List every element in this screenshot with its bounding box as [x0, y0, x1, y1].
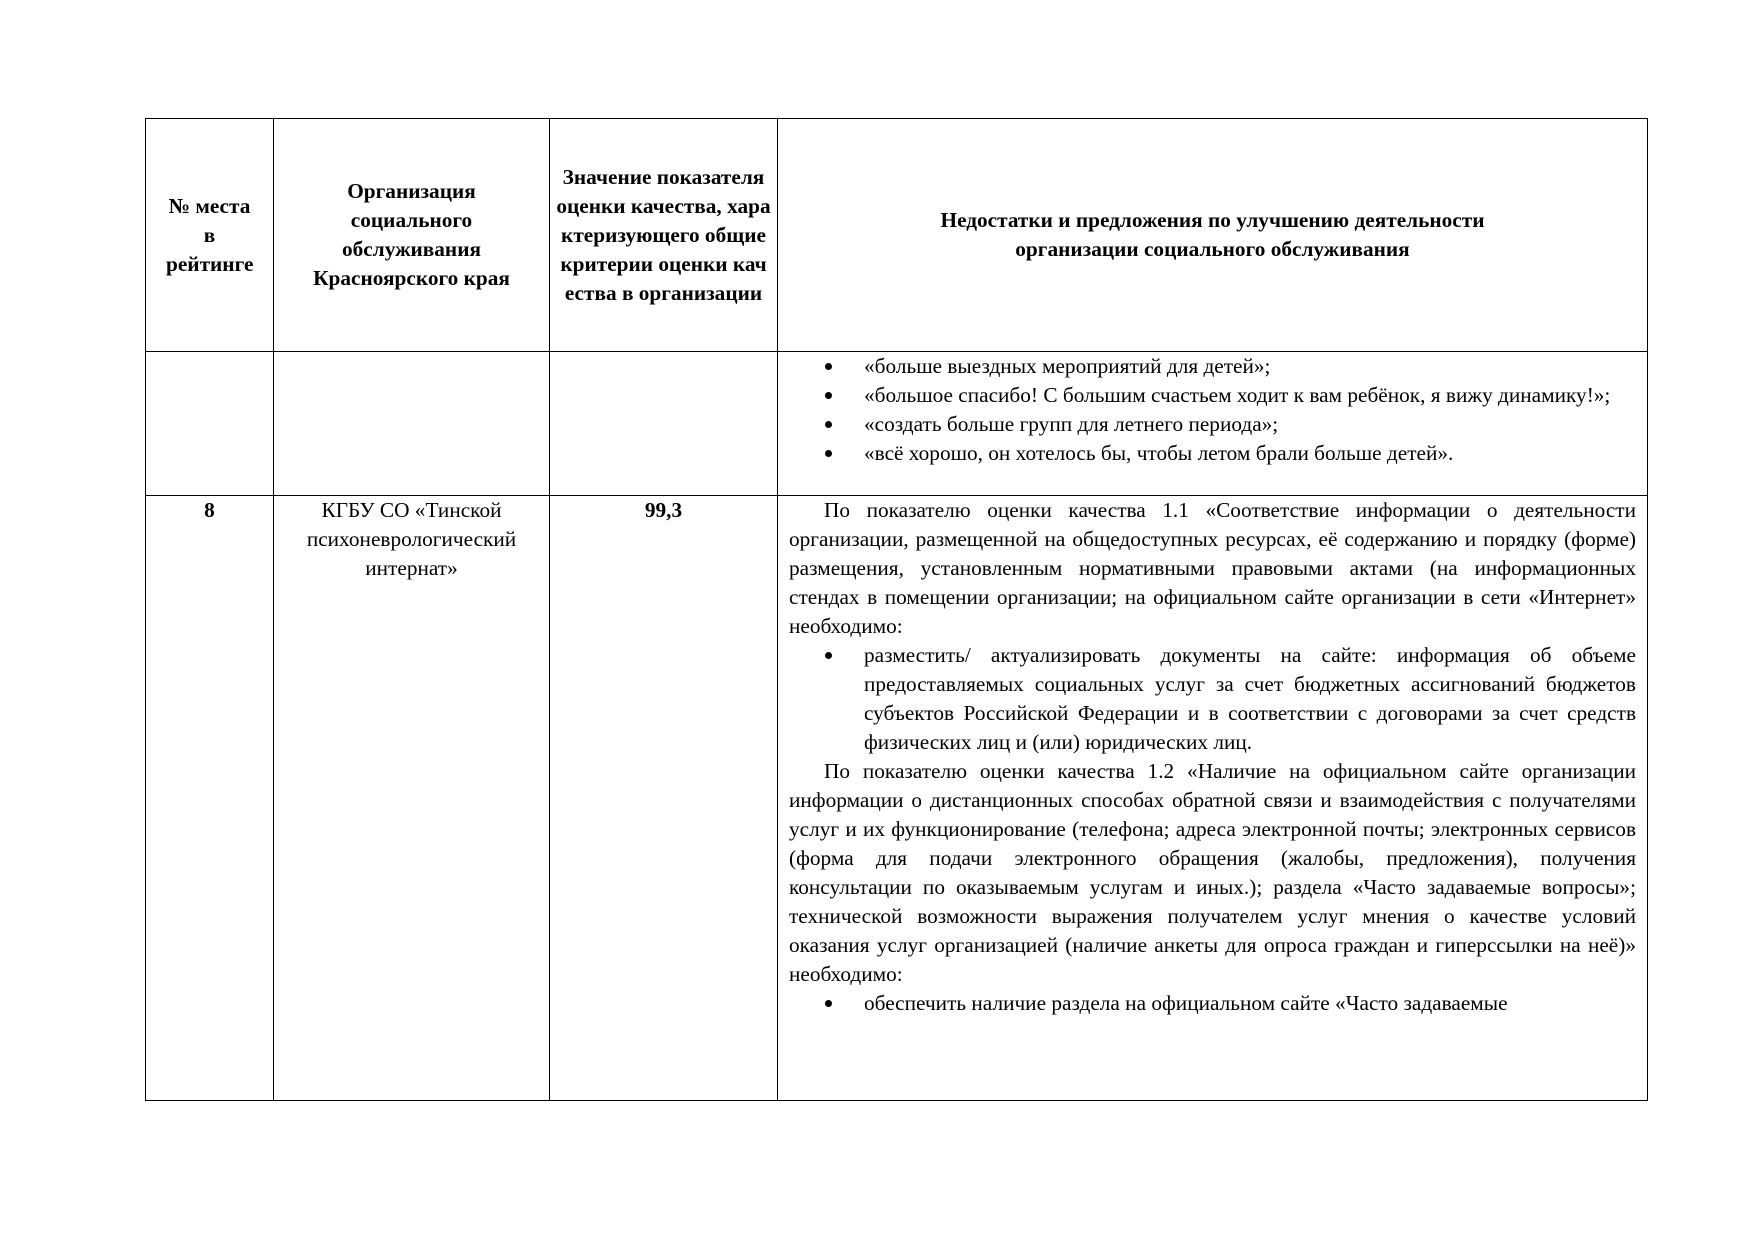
- cell-value-empty: [550, 352, 778, 496]
- cell-shortcomings: [778, 496, 1648, 1101]
- table-row-8: [146, 496, 1648, 1101]
- header-shortcomings: [778, 119, 1648, 352]
- list-item: «всё хорошо, он хотелось бы, чтобы летом брали больше детей».: [864, 439, 1636, 468]
- cell-place-empty: [146, 352, 274, 496]
- table-row-continued: [146, 352, 1648, 496]
- shortcomings-content: [789, 496, 1636, 1100]
- header-organization: [274, 119, 550, 352]
- list-item: «большое спасибо! С большим счастьем ходит к вам ребёнок, я вижу динамику!»;: [864, 381, 1636, 410]
- header-place: [146, 119, 274, 352]
- list-item: «больше выездных мероприятий для детей»;: [864, 352, 1636, 381]
- header-organization-text: Организация социального обслуживания Красноярского края: [313, 179, 510, 290]
- continued-bullet-list: [789, 352, 1636, 468]
- cell-place: 8: [146, 496, 274, 1101]
- paragraph-indicator-1-2: По показателю оценки качества 1.2 «Наличие на официальном сайте организации информации о дистанционных способах обратной связи и взаимодействия с получателями услуг и их функционирование (телефона; адреса электронной почты; электронных сервисов (форма для подачи электронного обращения (жалобы, предложения), получения консультации по оказываемым услугам и иных.); раздела «Часто задаваемые вопросы»; технической возможности выражения получателем услуг мнения о качестве условий оказания услуг организацией (наличие анкеты для опроса граждан и гиперссылки на неё)» необходимо:: [789, 759, 1636, 986]
- header-value-text: Значение показателя оценки качества, характеризующего общие критерии оценки качества в организации: [556, 164, 771, 305]
- list-item: обеспечить наличие раздела на официальном сайте «Часто задаваемые: [864, 989, 1636, 1018]
- bullet-list-2: [789, 989, 1636, 1018]
- bullet-list-1: [789, 641, 1636, 757]
- list-item: разместить/ актуализировать документы на сайте: информация об объеме предоставляемых социальных услуг за счет бюджетных ассигнований бюджетов субъектов Российской Федерации и в соответствии с договорами за счет средств физических лиц и (или) юридических лиц.: [864, 641, 1636, 757]
- cell-organization: КГБУ СО «Тинской психоневрологический интернат»: [274, 496, 550, 1101]
- rating-table: [145, 118, 1648, 1101]
- paragraph-indicator-1-1: По показателю оценки качества 1.1 «Соответствие информации о деятельности организации, размещенной на общедоступных ресурсах, её содержанию и порядку (форме) размещения, установленным нормативными правовыми актами (на информационных стендах в помещении организации; на официальном сайте организации в сети «Интернет» необходимо:: [789, 498, 1636, 638]
- cell-shortcomings-continued: [778, 352, 1648, 496]
- header-value: [550, 119, 778, 352]
- list-item: «создать больше групп для летнего периода»;: [864, 410, 1636, 439]
- cell-value: 99,3: [550, 496, 778, 1101]
- header-place-text: № места в рейтинге: [166, 193, 254, 276]
- table-header-row: [146, 119, 1648, 352]
- cell-organization-empty: [274, 352, 550, 496]
- header-shortcomings-text: Недостатки и предложения по улучшению деятельности организации социального обслуживания: [940, 208, 1485, 261]
